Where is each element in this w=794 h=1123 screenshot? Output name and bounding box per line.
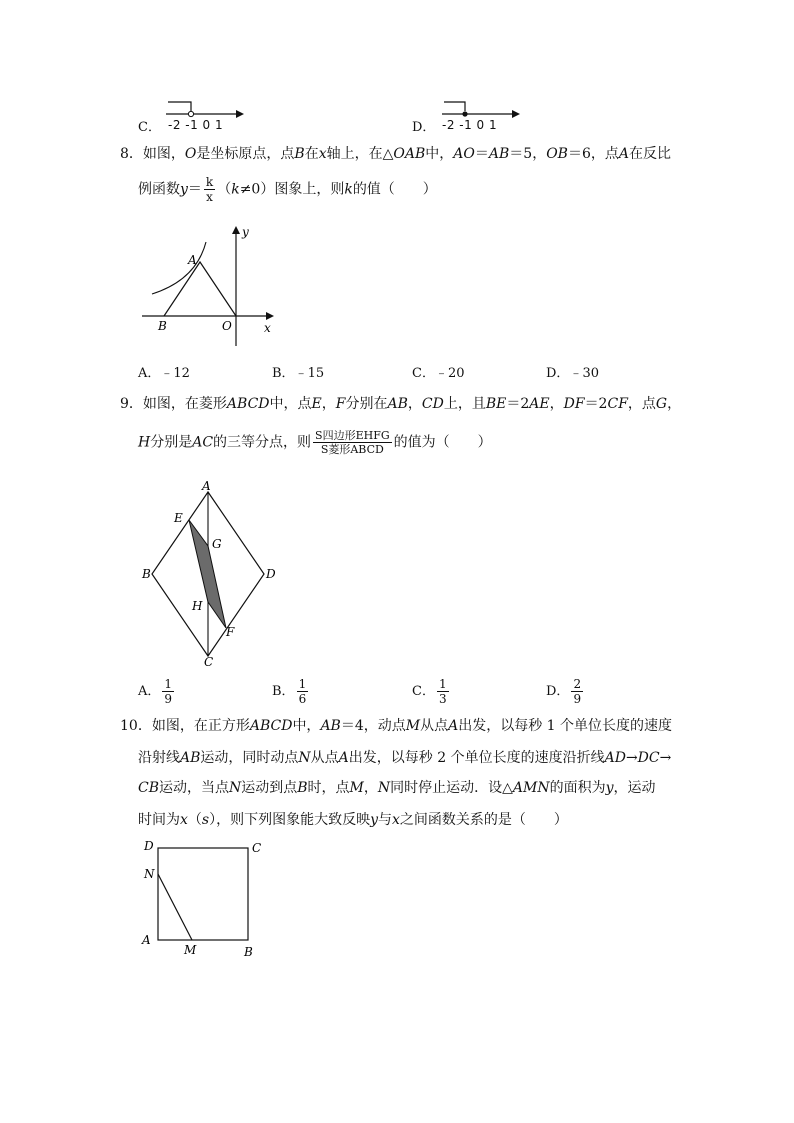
y-axis-arrow (232, 226, 240, 234)
q8-stem-line1: 8．如图，O是坐标原点，点B在x轴上，在△OAB中，AO＝AB＝5，OB＝6，点A在反比 (120, 146, 672, 162)
x-axis-arrow (266, 312, 274, 320)
label-g: G (212, 537, 222, 551)
q9-option-b: B． $\frac{1}{6}$ (272, 677, 307, 706)
q9-option-c: C． $\frac{1}{3}$ (412, 677, 447, 706)
q8-stem-line2: 例函数y＝ $\frac{k}{x}$ （k≠0）图象上，则k的值（ ） (138, 175, 437, 204)
q7-option-d-label: D． (412, 120, 436, 135)
label-b: B (158, 319, 167, 333)
q7-option-d-ticks: -2 -1 0 1 (442, 118, 498, 132)
q8-option-b: B．﹣15 (272, 366, 325, 381)
label-o: O (222, 319, 232, 333)
label-y: y (242, 225, 249, 239)
q8-option-d: D．﹣30 (546, 366, 599, 381)
q7-option-d-number-line (440, 98, 520, 120)
label-c: C (204, 655, 214, 668)
label-a: A (188, 253, 197, 267)
square-abcd (158, 848, 248, 940)
axis-arrow (512, 110, 520, 118)
hyperbola-curve (152, 242, 206, 294)
triangle-oab (164, 262, 236, 316)
q9-option-d: D． $\frac{2}{9}$ (546, 677, 582, 706)
q10-stem-line3: CB运动，当点N运动到点B时，点M，N同时停止运动．设△AMN的面积为y，运动 (138, 780, 656, 796)
q9-area-ratio-fraction: $\frac{\text{S四边形EHFG}}{\text{S菱形ABCD}}$ (315, 429, 390, 456)
q10-stem-line4: 时间为x（s），则下列图象能大致反映y与x之间函数关系的是（ ） (138, 812, 568, 828)
open-dot (188, 111, 193, 116)
q8-function-fraction: $\frac{k}{x}$ (205, 175, 214, 204)
closed-dot (462, 111, 467, 116)
axis-arrow (236, 110, 244, 118)
q9-figure (136, 478, 286, 668)
q9-option-a: A． $\frac{1}{9}$ (138, 677, 173, 706)
label-a: A (202, 479, 211, 493)
q8-figure (138, 222, 288, 350)
q9-stem-line2: H分别是AC的三等分点，则 $\frac{\text{S四边形EHFG}}{\text{S菱形ABCD}}$ 的值为（ ） (138, 429, 492, 456)
segment-mn (158, 874, 192, 940)
label-a: A (142, 933, 151, 947)
ray-bracket (444, 102, 465, 111)
label-c: C (252, 841, 262, 855)
label-d: D (144, 839, 154, 853)
label-e: E (174, 511, 183, 525)
q10-stem-line1: 10．如图，在正方形ABCD中，AB＝4，动点M从点A出发，以每秒 1 个单位长度的速度 (120, 718, 673, 734)
q10-figure (138, 836, 270, 964)
q10-stem-line2: 沿射线AB运动，同时动点N从点A出发，以每秒 2 个单位长度的速度沿折线AD→DC→ (138, 750, 672, 766)
q7-option-c-number-line (164, 98, 244, 120)
label-f: F (226, 625, 235, 639)
label-d: D (266, 567, 276, 581)
q8-option-c: C．﹣20 (412, 366, 465, 381)
ray-bracket (168, 102, 191, 111)
label-n: N (144, 867, 155, 881)
q7-option-c-label: C． (138, 120, 161, 135)
label-m: M (184, 943, 197, 957)
q7-option-c-ticks: -2 -1 0 1 (168, 118, 224, 132)
q9-stem-line1: 9．如图，在菱形ABCD中，点E，F分别在AB，CD上，且BE＝2AE，DF＝2CF，点G， (120, 396, 682, 412)
label-x: x (264, 321, 271, 335)
label-h: H (192, 599, 203, 613)
label-b: B (244, 945, 253, 959)
q8-option-a: A．﹣12 (138, 366, 190, 381)
label-b: B (142, 567, 151, 581)
